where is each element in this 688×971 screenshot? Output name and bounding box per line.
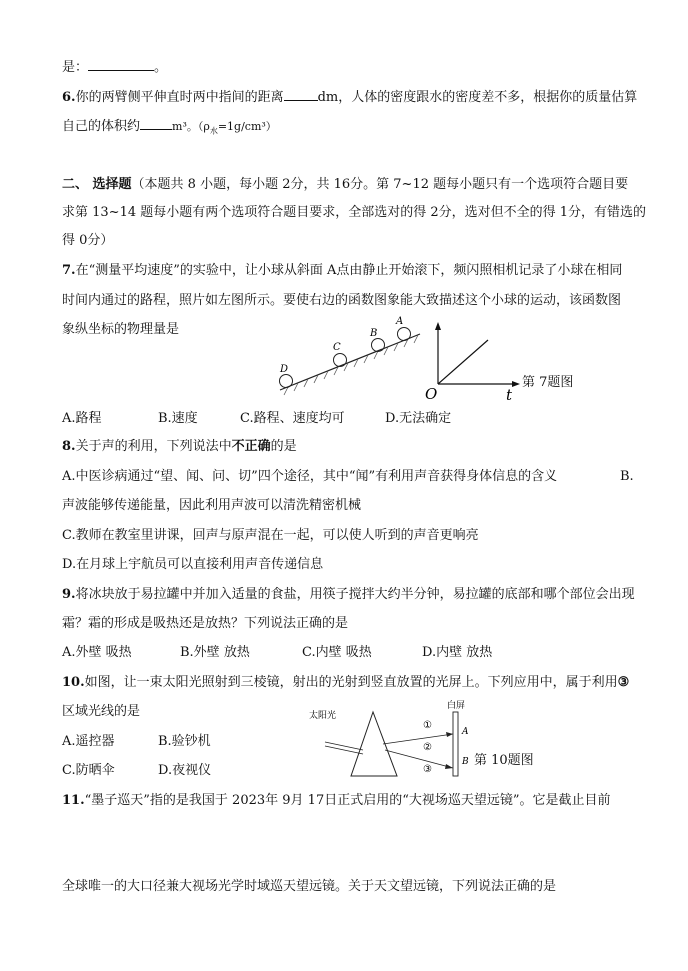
screen-label: 白屏 [447, 701, 466, 711]
q7-graph [420, 322, 520, 402]
q6-rho: ρ [203, 120, 210, 133]
q8-stem-bold: 不正确 [231, 439, 271, 454]
q7-text-3: 象纵坐标的物理量是 [62, 322, 180, 337]
q7-incline-figure [270, 312, 430, 400]
q6-text-c: 自己的体积约 [62, 119, 141, 134]
section2-line1 [62, 176, 628, 194]
q5-end: 。 [154, 60, 168, 75]
q8-stem [62, 438, 297, 456]
label-b: B [370, 328, 378, 339]
q5-answer-blank[interactable] [88, 58, 154, 71]
q9-option-d[interactable]: D.内壁 放热 [422, 645, 493, 660]
q11-text-2: 全球唯一的大口径兼大视场光学时域巡天望远镜。关于天文望远镜，下列说法正确的是 [62, 879, 557, 894]
q9-option-c[interactable]: C.内壁 吸热 [302, 645, 372, 660]
q9-option-b[interactable]: B.外壁 放热 [180, 645, 250, 660]
ball-d [280, 375, 293, 388]
q6-text-b: dm，人体的密度跟水的密度差不多，根据你的质量估算 [317, 90, 638, 105]
q6-line2 [62, 117, 277, 141]
ball-a [398, 328, 411, 341]
q10-option-b[interactable]: B.验钞机 [158, 734, 211, 749]
q7-option-c[interactable]: C.路程、速度均可 [240, 411, 345, 426]
origin-label: O [425, 385, 438, 402]
q10-text-2: 区域光线的是 [62, 704, 141, 719]
q7-number: 7. [62, 263, 76, 278]
region-1-label: ① [423, 720, 432, 731]
q10-prism-figure [305, 698, 475, 782]
region-3-label: ③ [423, 764, 432, 775]
q9-line1 [62, 586, 635, 604]
refracted-ray-2 [385, 750, 453, 768]
region-2-label: ② [423, 742, 432, 753]
x-axis-arrow [512, 381, 520, 387]
q11-line1 [62, 792, 611, 810]
label-d: D [280, 364, 289, 375]
incident-ray-1 [325, 742, 363, 750]
q10-figure-caption: 第 10题图 [474, 753, 534, 768]
section2-title: 二、 选择题 [62, 177, 132, 192]
q6-blank-1[interactable] [284, 88, 318, 101]
incline-hatching [284, 335, 418, 395]
q11-text-1: “墨子巡天”指的是我国于 2023年 9月 17日正式启用的“大视场巡天望远镜”。它是截止目前 [84, 793, 611, 808]
refracted-ray-1 [383, 734, 453, 744]
q9-number: 9. [62, 587, 76, 602]
q10-option-a[interactable]: A.遥控器 [62, 734, 115, 749]
q8-stem-b: 的是 [270, 439, 297, 454]
point-a-label: A [462, 727, 469, 737]
q7-option-b[interactable]: B.速度 [158, 411, 198, 426]
q8-option-a[interactable]: A.中医诊病通过“望、闻、问、切”四个途径，其中“闻”有利用声音获得身体信息的含义 [62, 469, 558, 484]
q8-option-d[interactable]: D.在月球上宇航员可以直接利用声音传递信息 [62, 557, 324, 572]
graph-line [438, 340, 488, 384]
q9-text-1: 将冰块放于易拉罐中并加入适量的食盐，用筷子搅拌大约半分钟，易拉罐的底部和哪个部位会出现 [75, 587, 635, 602]
q7-option-a[interactable]: A.路程 [62, 411, 102, 426]
q7-line1 [62, 262, 622, 280]
q6-text-a: 你的两臂侧平伸直时两中指间的距离 [75, 90, 284, 105]
q10-option-c[interactable]: C.防晒伞 [62, 763, 115, 778]
section2-desc-3: 得 0分） [62, 233, 114, 248]
x-axis-label: t [506, 386, 513, 402]
point-b-label: B [462, 757, 469, 767]
q6-unit: m³。（ [172, 120, 204, 133]
label-c: C [333, 342, 341, 353]
q10-option-d[interactable]: D.夜视仪 [158, 763, 212, 778]
ball-b [372, 339, 385, 352]
q11-number: 11. [62, 793, 85, 808]
q6-number: 6. [62, 90, 76, 105]
q9-option-a[interactable]: A.外壁 吸热 [62, 645, 132, 660]
q5-prefix: 是： [62, 60, 89, 75]
q6-line1 [62, 88, 637, 107]
q7-text-2: 时间内通过的路程，照片如左图所示。要使右边的函数图象能大致描述这个小球的运动，该函数图 [62, 293, 622, 308]
q8-option-b[interactable]: 声波能够传递能量，因此利用声波可以清洗精密机械 [62, 498, 362, 513]
q5-tail [62, 58, 167, 77]
q10-line1 [62, 674, 629, 692]
y-axis-arrow [435, 322, 441, 330]
section2-desc-2: 求第 13~14 题每小题有两个选项符合题目要求，全部选对的得 2分，选对但不全的得 1分，有错选的 [62, 205, 647, 220]
q7-figure-caption: 第 7题图 [522, 375, 574, 390]
q10-region-ref: ③ [617, 675, 630, 690]
ray-arrow-2 [445, 764, 453, 769]
q6-blank-2[interactable] [140, 117, 172, 130]
q7-text-1: 在“测量平均速度”的实验中，让小球从斜面 A点由静止开始滚下，频闪照相机记录了小球在相同 [75, 263, 623, 278]
incline-surface [280, 334, 420, 390]
white-screen [453, 712, 458, 776]
q8-option-c[interactable]: C.教师在教室里讲课，回声与原声混在一起，可以使人听到的声音更响亮 [62, 528, 479, 543]
q8-stem-a: 关于声的利用，下列说法中 [75, 439, 232, 454]
section2-desc-1: （本题共 8 小题，每小题 2分，共 16分。第 7~12 题每小题只有一个选项符合题目要 [131, 177, 629, 192]
q9-text-2: 霜？霜的形成是吸热还是放热？下列说法正确的是 [62, 616, 349, 631]
q7-option-d[interactable]: D.无法确定 [385, 411, 452, 426]
q8-number: 8. [62, 439, 76, 454]
q8-option-b-letter[interactable]: B. [620, 469, 634, 484]
sunlight-label: 太阳光 [309, 711, 337, 721]
q6-rho-sub: 水 [209, 126, 218, 136]
q6-rho-value: =1g/cm³） [217, 120, 277, 133]
q10-text-1: 如图，让一束太阳光照射到三棱镜，射出的光射到竖直放置的光屏上。下列应用中，属于利用 [84, 675, 618, 690]
prism [351, 712, 397, 776]
label-a: A [396, 316, 404, 327]
incident-ray-2 [325, 746, 363, 754]
q10-number: 10. [62, 675, 85, 690]
ray-arrow-1 [446, 732, 453, 737]
ball-c [334, 354, 347, 367]
